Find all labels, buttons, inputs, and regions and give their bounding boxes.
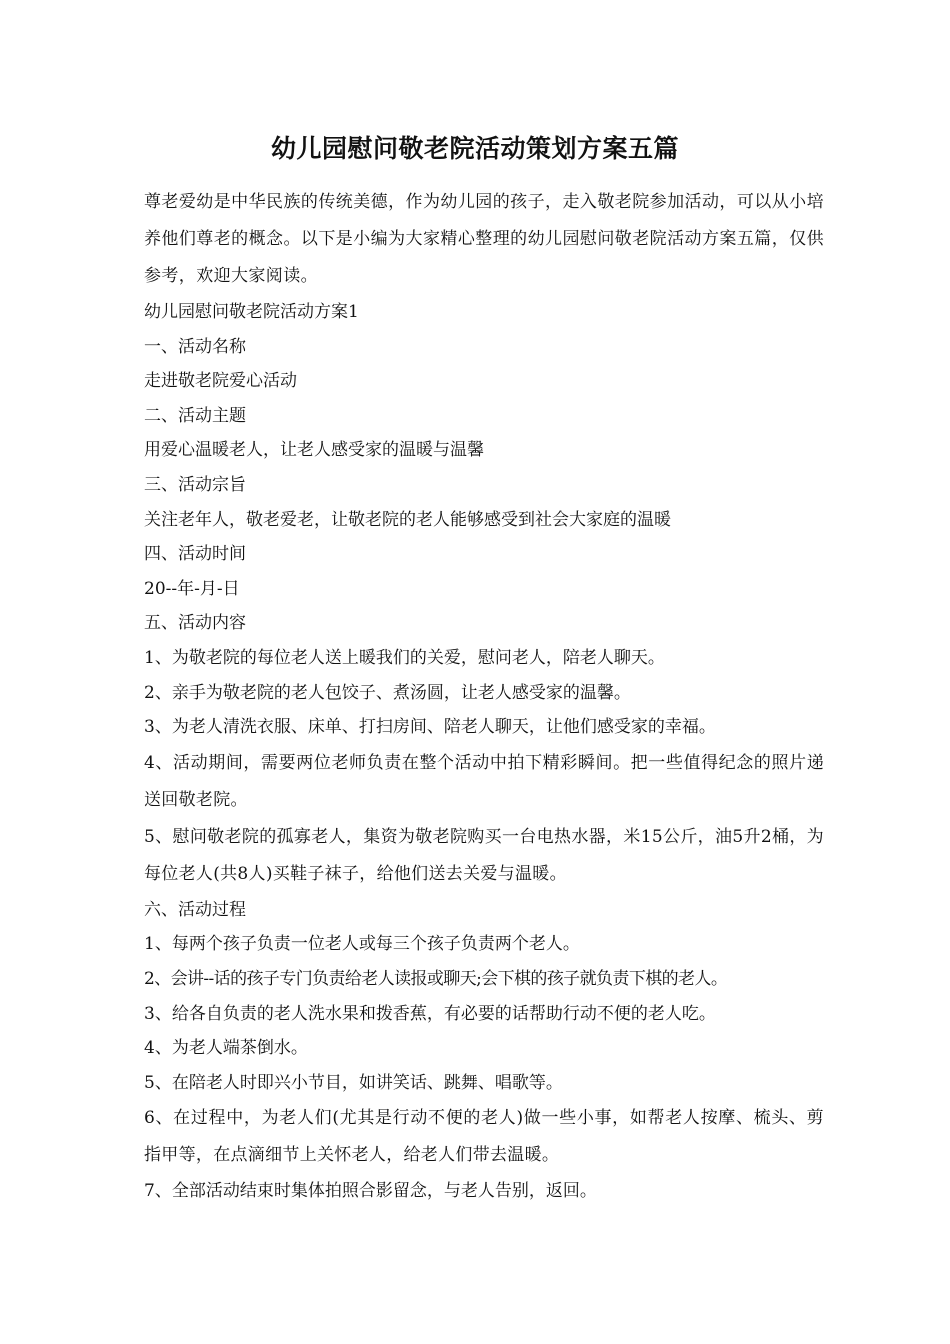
process-item: 1、每两个孩子负责一位老人或每三个孩子负责两个老人。 bbox=[144, 934, 580, 955]
section-text-time: 20--年-月-日 bbox=[144, 578, 240, 599]
process-item: 7、全部活动结束时集体拍照合影留念，与老人告别，返回。 bbox=[144, 1181, 597, 1202]
document-title: 幼儿园慰问敬老院活动策划方案五篇 bbox=[270, 134, 679, 163]
section-text-purpose: 关注老年人，敬老爱老，让敬老院的老人能够感受到社会大家庭的温暖 bbox=[144, 509, 671, 530]
section-heading-name: 一、活动名称 bbox=[144, 336, 246, 357]
process-item: 5、在陪老人时即兴小节目，如讲笑话、跳舞、唱歌等。 bbox=[144, 1072, 563, 1093]
document-body bbox=[144, 184, 824, 1209]
section-heading-time: 四、活动时间 bbox=[144, 544, 246, 565]
process-item: 3、给各自负责的老人洗水果和拨香蕉，有必要的话帮助行动不便的老人吃。 bbox=[144, 1003, 716, 1024]
content-item: 3、为老人清洗衣服、床单、打扫房间、陪老人聊天，让他们感受家的幸福。 bbox=[144, 717, 716, 738]
section-text-theme: 用爱心温暖老人，让老人感受家的温暖与温馨 bbox=[144, 440, 484, 461]
content-item: 5、慰问敬老院的孤寡老人，集资为敬老院购买一台电热水器，米15公斤，油5升2桶，为每位老人(共8人)买鞋子袜子，给他们送去关爱与温暖。 bbox=[144, 826, 824, 884]
section-heading-theme: 二、活动主题 bbox=[144, 405, 246, 426]
process-item: 2、会讲--话的孩子专门负责给老人读报或聊天;会下棋的孩子就负责下棋的老人。 bbox=[144, 968, 728, 989]
section-text-name: 走进敬老院爱心活动 bbox=[144, 371, 297, 392]
section-heading-purpose: 三、活动宗旨 bbox=[144, 474, 246, 495]
plan-title: 幼儿园慰问敬老院活动方案1 bbox=[144, 302, 359, 322]
content-item: 1、为敬老院的每位老人送上暖我们的关爱，慰问老人，陪老人聊天。 bbox=[144, 647, 665, 668]
process-item: 4、为老人端茶倒水。 bbox=[144, 1038, 308, 1059]
content-item: 2、亲手为敬老院的老人包饺子、煮汤圆，让老人感受家的温馨。 bbox=[144, 682, 631, 703]
intro-paragraph: 尊老爱幼是中华民族的传统美德，作为幼儿园的孩子，走入敬老院参加活动，可以从小培养他们尊老的概念。以下是小编为大家精心整理的幼儿园慰问敬老院活动方案五篇，仅供参考，欢迎大家阅读。 bbox=[144, 192, 824, 286]
section-heading-content: 五、活动内容 bbox=[144, 613, 246, 634]
content-item: 4、活动期间，需要两位老师负责在整个活动中拍下精彩瞬间。把一些值得纪念的照片递送回敬老院。 bbox=[144, 752, 824, 810]
section-heading-process: 六、活动过程 bbox=[144, 899, 246, 920]
process-item: 6、在过程中，为老人们(尤其是行动不便的老人)做一些小事，如帮老人按摩、梳头、剪指甲等，在点滴细节上关怀老人，给老人们带去温暖。 bbox=[144, 1108, 824, 1166]
